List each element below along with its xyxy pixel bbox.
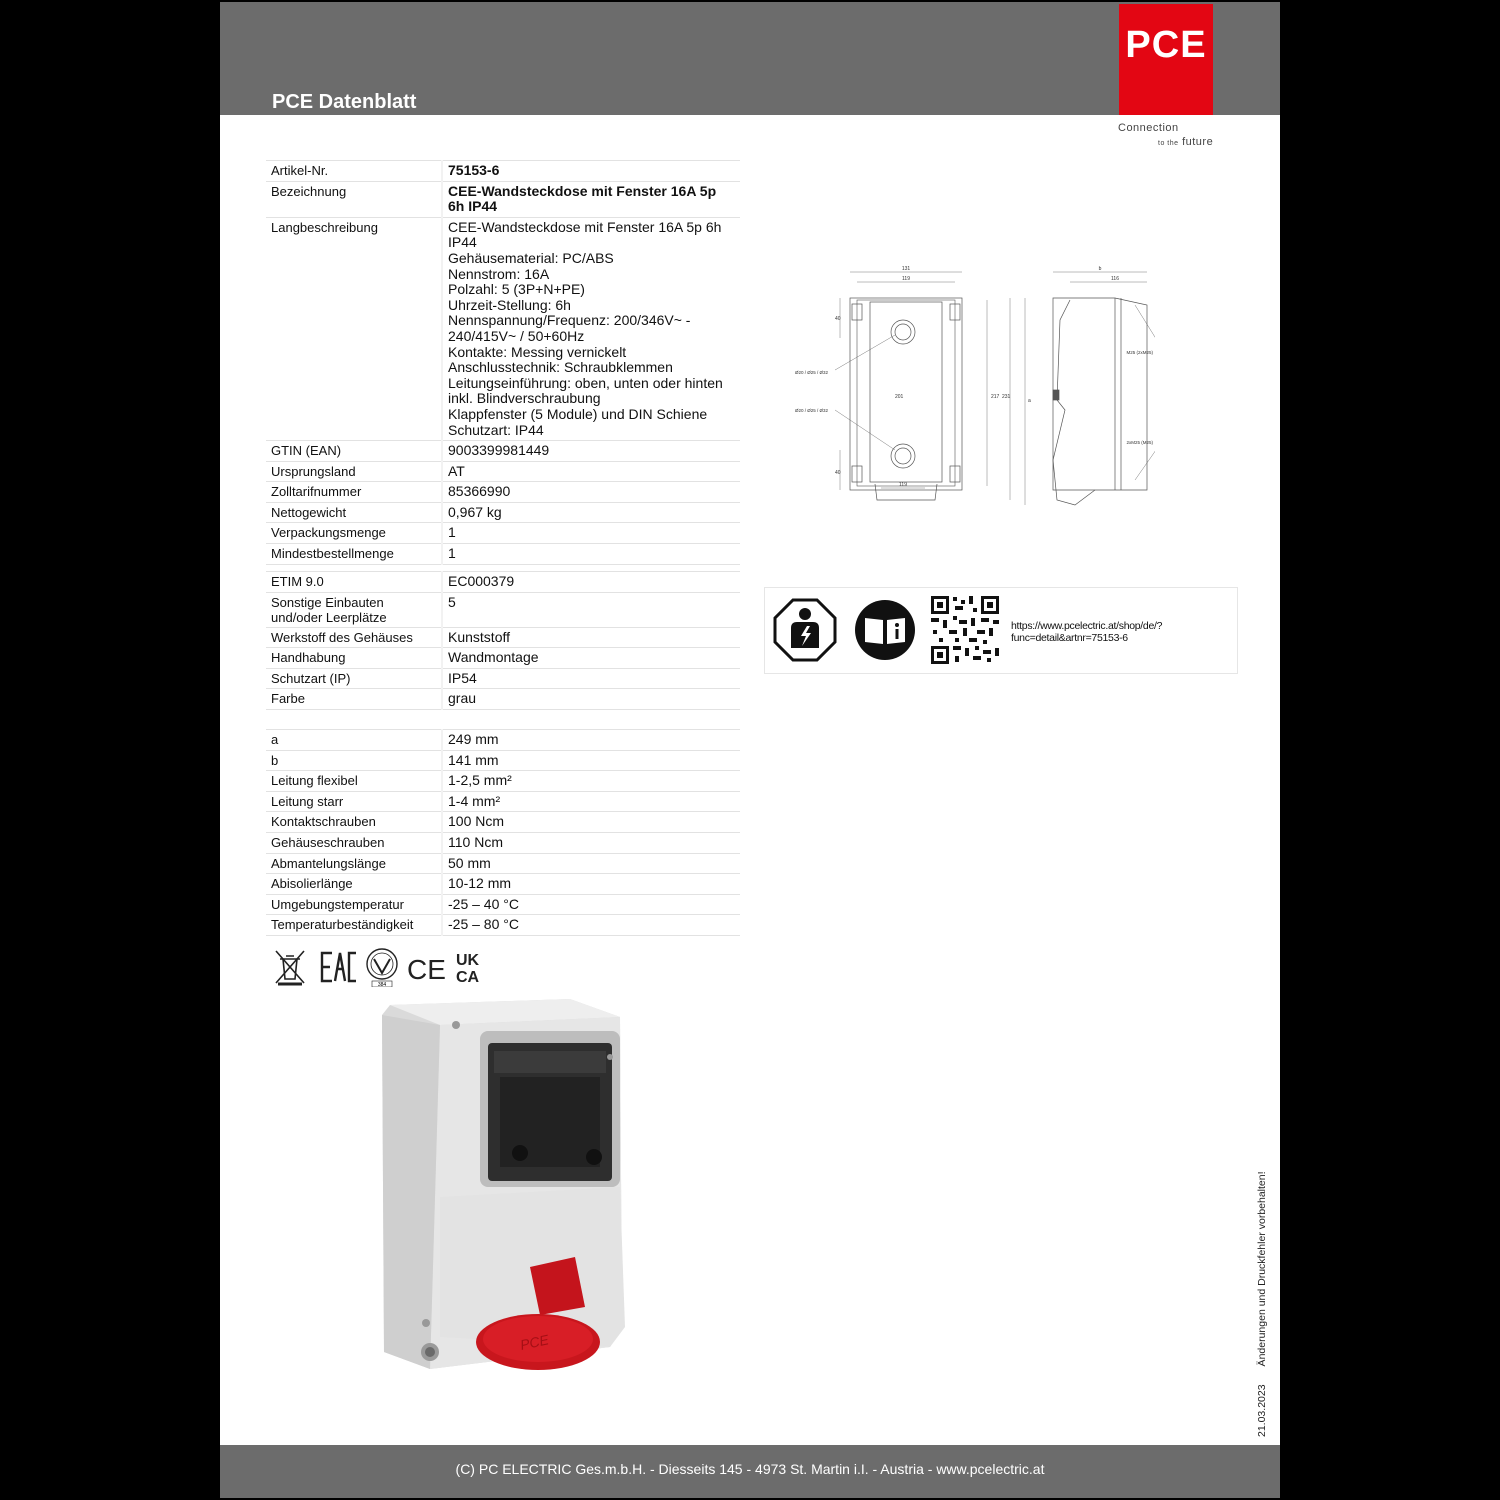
footer-text: (C) PC ELECTRIC Ges.m.b.H. - Diesseits 145 - 4973 St. Martin i.I. - Austria - www.pcelectric.at (455, 1461, 1045, 1477)
row-value: 141 mm (442, 750, 740, 771)
qr-code (929, 594, 1001, 666)
row-label: Werkstoff des Gehäuses (266, 627, 442, 648)
dim-bottom: 40 (835, 470, 841, 476)
table-row (266, 750, 740, 771)
pce-logo (1119, 4, 1213, 115)
table-row (266, 482, 740, 503)
logo-tagline-line1: Connection (1118, 122, 1179, 134)
table-row (266, 832, 740, 853)
row-value: 100 Ncm (442, 812, 740, 833)
row-label: Bezeichnung (266, 181, 442, 217)
eac-mark-icon (322, 953, 356, 981)
dim-bottom-width: 119 (899, 482, 907, 488)
front-view (835, 272, 1010, 500)
row-label: Farbe (266, 689, 442, 710)
qualified-electrician-icon (773, 598, 837, 662)
row-value: 75153-6 (442, 161, 740, 182)
row-label: Handhabung (266, 648, 442, 669)
row-value: 50 mm (442, 853, 740, 874)
description-line: Polzahl: 5 (3P+N+PE) (448, 281, 585, 298)
row-label: Leitung flexibel (266, 771, 442, 792)
row-value: 0,967 kg (442, 502, 740, 523)
row-label: Artikel-Nr. (266, 161, 442, 182)
description-line: Gehäusematerial: PC/ABS (448, 249, 614, 266)
technical-drawing (795, 260, 1155, 515)
header-bar (220, 2, 1280, 115)
dim-top: 40 (835, 316, 841, 322)
vde-number: 384 (377, 982, 387, 987)
footer-bar (220, 1445, 1280, 1498)
row-label: Schutzart (IP) (266, 668, 442, 689)
row-value: 110 Ncm (442, 832, 740, 853)
product-url[interactable]: https://www.pcelectric.at/shop/de/?func=detail&artnr=75153-6 (1011, 620, 1163, 644)
technical-table (266, 729, 740, 936)
dim-width-total: 131 (901, 266, 911, 272)
row-label: Nettogewicht (266, 502, 442, 523)
description-line: Kontakte: Messing vernickelt (448, 343, 627, 360)
description-line: Anschlusstechnik: Schraubklemmen (448, 359, 673, 376)
table-row (266, 572, 740, 593)
row-label: Mindestbestellmenge (266, 544, 442, 565)
table-row (266, 812, 740, 833)
row-value: 85366990 (442, 482, 740, 503)
row-value: 9003399981449 (442, 441, 740, 462)
description-line: Uhrzeit-Stellung: 6h (448, 296, 571, 313)
table-row (266, 915, 740, 936)
row-label: b (266, 750, 442, 771)
uk-mark: UK (456, 952, 480, 969)
row-label: a (266, 730, 442, 751)
table-row (266, 791, 740, 812)
table-row (266, 181, 740, 217)
logo-tagline-line2: to the future (1158, 136, 1214, 148)
row-value: IP54 (442, 668, 740, 689)
dim-height-total: 231 (1002, 394, 1011, 400)
product-table (266, 160, 740, 565)
dim-depth-label: b (1098, 266, 1102, 272)
row-value: -25 – 40 °C (442, 894, 740, 915)
dim-width-inner: 119 (902, 276, 910, 282)
row-value: grau (442, 689, 740, 710)
table-row (266, 771, 740, 792)
description-line: Leitungseinführung: oben, unten oder hinten inkl. Blindverschraubung (448, 374, 723, 407)
etim-table (266, 571, 740, 710)
side-top-label: M25 (2xM25) (1126, 350, 1153, 355)
table-row (266, 689, 740, 710)
table-row (266, 461, 740, 482)
row-label: Temperaturbeständigkeit (266, 915, 442, 936)
weee-bin-icon (276, 951, 304, 984)
table-row (266, 523, 740, 544)
row-value: 10-12 mm (442, 874, 740, 895)
table-row (266, 161, 740, 182)
row-label: Abmantelungslänge (266, 853, 442, 874)
side-bottom-label: 2xM25 (M25) (1126, 440, 1153, 445)
row-value: 1 (442, 544, 740, 565)
logo-text: PCE (1125, 24, 1207, 66)
table-row (266, 894, 740, 915)
row-label: ETIM 9.0 (266, 572, 442, 593)
product-brand-mark: PCE (518, 1331, 551, 1353)
description-line: CEE-Wandsteckdose mit Fenster 16A 5p 6h IP44 (448, 218, 722, 251)
table-row (266, 730, 740, 751)
row-value: 1-2,5 mm² (442, 771, 740, 792)
row-label: Leitung starr (266, 791, 442, 812)
dim-height-a: a (1028, 398, 1031, 404)
row-value: 5 (442, 592, 740, 627)
table-row (266, 502, 740, 523)
description-line: Schutzart: IP44 (448, 421, 544, 438)
row-value: AT (442, 461, 740, 482)
row-value: 249 mm (442, 730, 740, 751)
side-note (1256, 1153, 1268, 1437)
table-row (266, 592, 740, 627)
description-line: Nennstrom: 16A (448, 265, 550, 282)
row-label: Abisolierlänge (266, 874, 442, 895)
table-row (266, 853, 740, 874)
row-value: Wandmontage (442, 648, 740, 669)
dim-depth-value: 116 (1111, 276, 1119, 282)
row-value (442, 217, 740, 440)
entry-top-label: Ø20 / Ø25 / Ø32 (795, 370, 829, 375)
row-value: -25 – 80 °C (442, 915, 740, 936)
table-row (266, 874, 740, 895)
row-label: Ursprungsland (266, 461, 442, 482)
side-view (1025, 272, 1155, 505)
read-manual-icon (853, 598, 917, 662)
table-row (266, 441, 740, 462)
row-label: Sonstige Einbauten und/oder Leerplätze (266, 592, 442, 627)
page-title: PCE Datenblatt (272, 91, 417, 113)
table-row (266, 544, 740, 565)
row-label: Zolltarifnummer (266, 482, 442, 503)
row-value: EC000379 (442, 572, 740, 593)
row-label: GTIN (EAN) (266, 441, 442, 462)
row-value: 1 (442, 523, 740, 544)
table-row (266, 648, 740, 669)
certification-icons (272, 947, 492, 987)
disclaimer: Änderungen und Druckfehler vorbehalten! (1256, 1171, 1268, 1367)
table-row (266, 217, 740, 440)
table-row (266, 627, 740, 648)
row-value: Kunststoff (442, 627, 740, 648)
row-label: Langbeschreibung (266, 217, 442, 440)
row-label: Umgebungstemperatur (266, 894, 442, 915)
table-row (266, 668, 740, 689)
description-line: Klappfenster (5 Module) und DIN Schiene (448, 405, 708, 422)
row-value: 1-4 mm² (442, 791, 740, 812)
row-label: Verpackungsmenge (266, 523, 442, 544)
row-label: Gehäuseschrauben (266, 832, 442, 853)
dim-height-mid: 217 (991, 394, 1000, 400)
entry-bottom-label: Ø20 / Ø25 / Ø32 (795, 408, 829, 413)
description-line: Nennspannung/Frequenz: 200/346V~ - 240/415V~ / 50+60Hz (448, 312, 691, 344)
document-date: 21.03.2023 (1256, 1384, 1268, 1437)
product-image (370, 997, 650, 1382)
vde-mark-icon (367, 949, 397, 987)
datasheet-page (220, 2, 1280, 1498)
ce-mark: CE (407, 954, 446, 985)
ca-mark: CA (456, 969, 480, 986)
row-label: Kontaktschrauben (266, 812, 442, 833)
dim-inner-height: 201 (895, 394, 904, 400)
row-value: CEE-Wandsteckdose mit Fenster 16A 5p 6h IP44 (442, 181, 740, 217)
info-box (764, 587, 1238, 674)
